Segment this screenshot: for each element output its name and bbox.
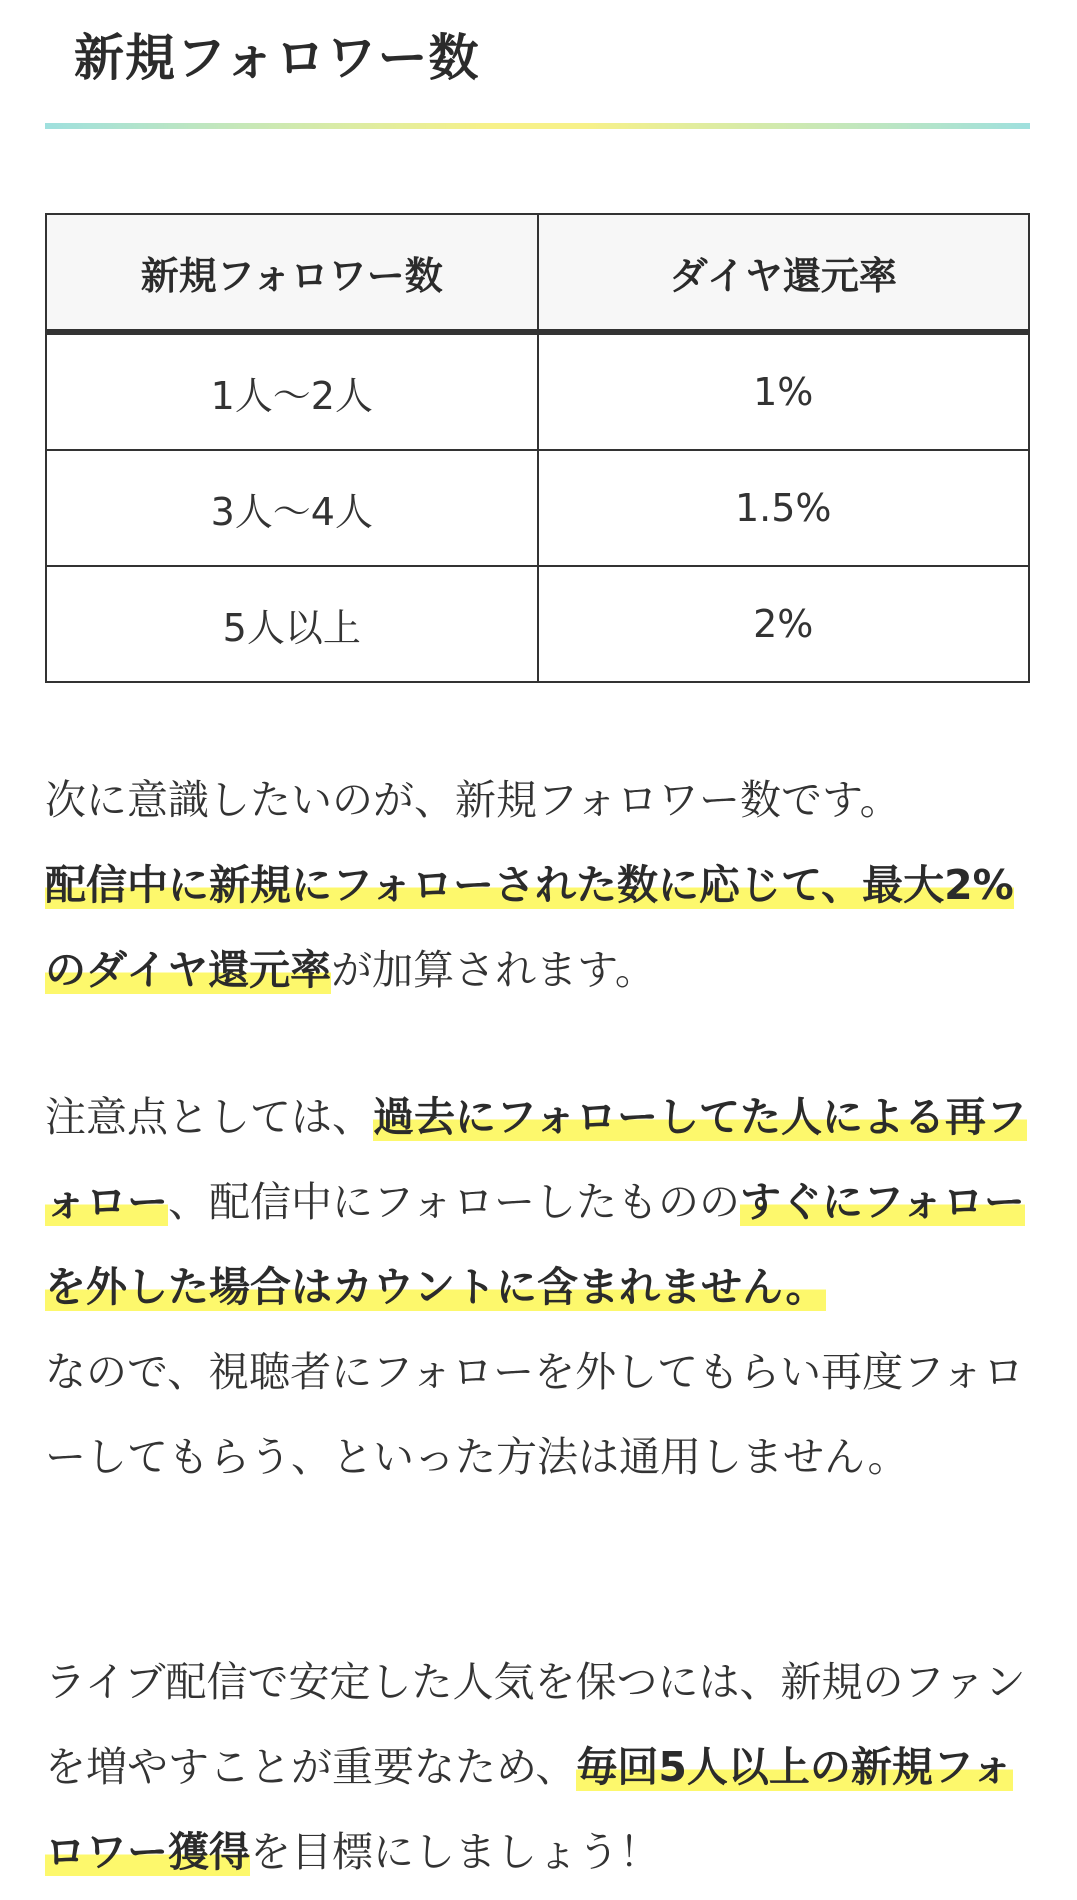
highlight-text: 配信中に新規にフォローされた数に応じて、最大2%のダイヤ還元率 <box>45 861 1014 994</box>
table-row <box>46 332 1029 450</box>
table-cell-followers: 5人以上 <box>46 566 538 682</box>
paragraph-intro <box>45 758 1035 1013</box>
table-row <box>46 566 1029 682</box>
section-heading: 新規フォロワー数 <box>74 29 480 87</box>
paragraph-goal <box>45 1640 1035 1895</box>
header-new-followers: 新規フォロワー数 <box>46 214 538 332</box>
table-cell-followers: 1人〜2人 <box>46 332 538 450</box>
paragraph-text: が加算されます。 <box>331 946 656 994</box>
paragraph-text: 、配信中にフォローしたものの <box>168 1178 740 1226</box>
diamond-rate-table <box>45 213 1030 683</box>
paragraph-text: ライブ配信で安定した人気を保つには、新規のファンを増やすことが重要なため、 <box>45 1658 1026 1791</box>
table-cell-rate: 1.5% <box>538 450 1030 566</box>
paragraph-text: 注意点としては、 <box>45 1093 373 1141</box>
table-header-row <box>46 214 1029 332</box>
heading-underline <box>45 123 1030 129</box>
table-row <box>46 450 1029 566</box>
highlight-text: すぐにフォローを外した場合はカウントに含まれません。 <box>45 1178 1025 1311</box>
paragraph-text: を目標にしましょう！ <box>250 1828 660 1876</box>
paragraph-text: 次に意識したいのが、新規フォロワー数です。 <box>45 776 901 824</box>
header-diamond-rate: ダイヤ還元率 <box>538 214 1030 332</box>
table-cell-followers: 3人〜4人 <box>46 450 538 566</box>
highlight-text: 毎回5人以上の新規フォロワー獲得 <box>45 1743 1013 1876</box>
highlight-text: 過去にフォローしてた人による再フォロー <box>45 1093 1027 1226</box>
table-cell-rate: 2% <box>538 566 1030 682</box>
paragraph-text: なので、視聴者にフォローを外してもらい再度フォローしてもらう、といった方法は通用しません。 <box>45 1348 1025 1481</box>
table-cell-rate: 1% <box>538 332 1030 450</box>
paragraph-caution <box>45 1075 1035 1500</box>
